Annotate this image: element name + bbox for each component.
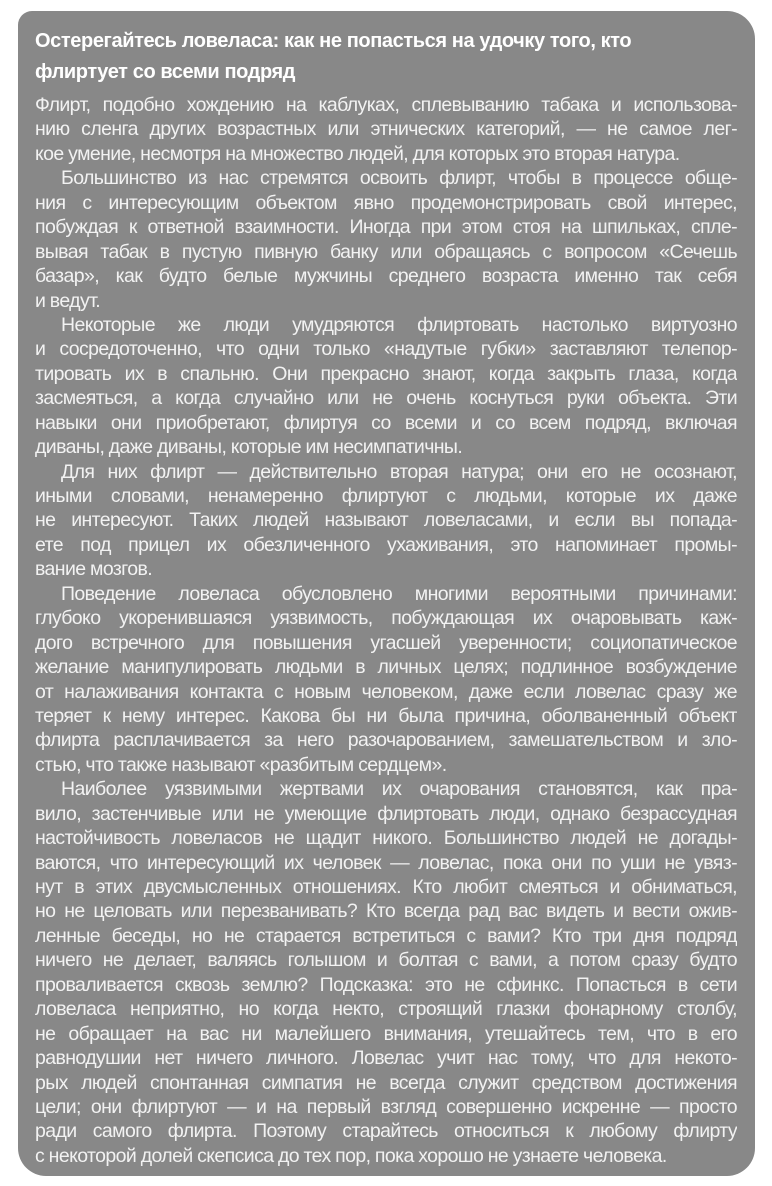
text-line: ленные беседы, но не старается встретиться с вами? Кто три дня подряд bbox=[35, 924, 737, 947]
text-line: флирта расплачивается за него разочарованием, замешательством и зло- bbox=[35, 729, 737, 752]
text-line: ловеласа неприятно, но когда некто, строящий глазки фонарному столбу, bbox=[35, 998, 737, 1021]
title-line: флиртует со всеми подряд bbox=[35, 61, 296, 83]
text-line: тировать их в спальню. Они прекрасно знают, когда закрыть глаза, когда bbox=[35, 362, 737, 385]
text-line: Флирт, подобно хождению на каблуках, сплевыванию табака и использова- bbox=[35, 94, 737, 116]
text-line: засмеяться, а когда случайно или не очень коснуться руки объекта. Эти bbox=[35, 387, 737, 410]
paragraph bbox=[35, 460, 737, 582]
text-line: цели; они флиртуют — и на первый взгляд совершенно искренне — просто bbox=[35, 1095, 737, 1118]
text-line: навыки они приобретают, флиртуя со всеми и со всем подряд, включая bbox=[35, 411, 737, 434]
paragraph bbox=[35, 582, 737, 778]
text-line: дого встречного для повышения угасшей уверенности; социопатическое bbox=[35, 631, 737, 654]
text-line: не обращает на вас ни малейшего внимания, утешайтесь тем, что в его bbox=[35, 1022, 737, 1045]
text-line: побуждая к ответной взаимности. Иногда при этом стоя на шпильках, спле- bbox=[35, 216, 737, 239]
text-line: от налаживания контакта с новым человеком, даже если ловелас сразу же bbox=[35, 680, 737, 703]
text-line: вило, застенчивые или не умеющие флиртовать люди, однако безрассудная bbox=[35, 802, 737, 825]
text-line: равнодушии нет ничего личного. Ловелас учит нас тому, что для некото- bbox=[35, 1047, 737, 1070]
text-line: стью, что также называют «разбитым сердцем». bbox=[35, 753, 447, 776]
text-line: базар», как будто белые мужчины среднего возраста именно так себя bbox=[35, 265, 737, 288]
text-line: Поведение ловеласа обусловлено многими вероятными причинами: bbox=[61, 582, 737, 605]
text-line: кое умение, несмотря на множество людей, для которых это вторая натура. bbox=[35, 142, 680, 165]
title-line: Остерегайтесь ловеласа: как не попасться на удочку того, кто bbox=[35, 30, 632, 52]
text-line: нию сленга других возрастных или этнических категорий, — не самое лег- bbox=[35, 118, 737, 141]
text-line: рых людей спонтанная симпатия не всегда служит средством достижения bbox=[35, 1071, 737, 1094]
text-line: проваливается сквозь землю? Подсказка: это не сфинкс. Попасться в сети bbox=[35, 973, 737, 996]
text-line: вывая табак в пустую пивную банку или обращаясь с вопросом «Сечешь bbox=[35, 240, 737, 263]
text-line: теряет к нему интерес. Какова бы ни была причина, оболваненный объект bbox=[35, 704, 737, 727]
text-line: глубоко укоренившаяся уязвимость, побуждающая их очаровывать каж- bbox=[35, 607, 737, 630]
article-body bbox=[35, 93, 737, 1168]
text-line: Большинство из нас стремятся освоить флирт, чтобы в процессе обще- bbox=[61, 167, 737, 190]
text-line: не интересуют. Таких людей называют ловеласами, и если вы попада- bbox=[35, 509, 737, 532]
text-line: Некоторые же люди умудряются флиртовать настолько виртуозно bbox=[61, 313, 737, 336]
text-line: ния с интересующим объектом явно продемонстрировать свой интерес, bbox=[35, 191, 737, 214]
text-line: с некоторой долей скепсиса до тех пор, пока хорошо не узнаете человека. bbox=[35, 1144, 667, 1167]
text-line: иными словами, ненамеренно флиртуют с людьми, которые их даже bbox=[35, 485, 737, 507]
text-line: желание манипулировать людьми в личных целях; подлинное возбуждение bbox=[35, 656, 737, 679]
article-card bbox=[18, 11, 755, 1176]
text-line: вание мозгов. bbox=[35, 558, 153, 581]
paragraph bbox=[35, 166, 737, 313]
paragraph bbox=[35, 313, 737, 460]
text-line: ете под прицел их обезличенного ухаживания, это напоминает промы- bbox=[35, 533, 737, 556]
text-line: настойчивость ловеласов не щадит никого. Большинство людей не догады- bbox=[35, 827, 737, 850]
article-title bbox=[35, 26, 737, 88]
paragraph bbox=[35, 777, 737, 1168]
text-line: и сосредоточенно, что одни только «надутые губки» заставляют телепор- bbox=[35, 338, 737, 361]
text-line: Для них флирт — действительно вторая натура; они его не осознают, bbox=[61, 460, 737, 483]
text-line: ваются, что интересующий их человек — ловелас, пока они по уши не увяз- bbox=[35, 851, 737, 874]
text-line: но не целовать или перезванивать? Кто всегда рад вас видеть и вести ожив- bbox=[35, 900, 737, 923]
text-line: диваны, даже диваны, которые им несимпатичны. bbox=[35, 436, 463, 459]
text-line: Наиболее уязвимыми жертвами их очарования становятся, как пра- bbox=[61, 778, 737, 801]
text-line: ради самого флирта. Поэтому старайтесь относиться к любому флирту bbox=[35, 1120, 737, 1143]
paragraph bbox=[35, 93, 737, 166]
text-line: ничего не делает, валяясь голышом и болтая с вами, а потом сразу будто bbox=[35, 949, 737, 972]
text-line: и ведут. bbox=[35, 289, 101, 312]
text-line: нут в этих двусмысленных отношениях. Кто любит смеяться и обниматься, bbox=[35, 876, 737, 898]
